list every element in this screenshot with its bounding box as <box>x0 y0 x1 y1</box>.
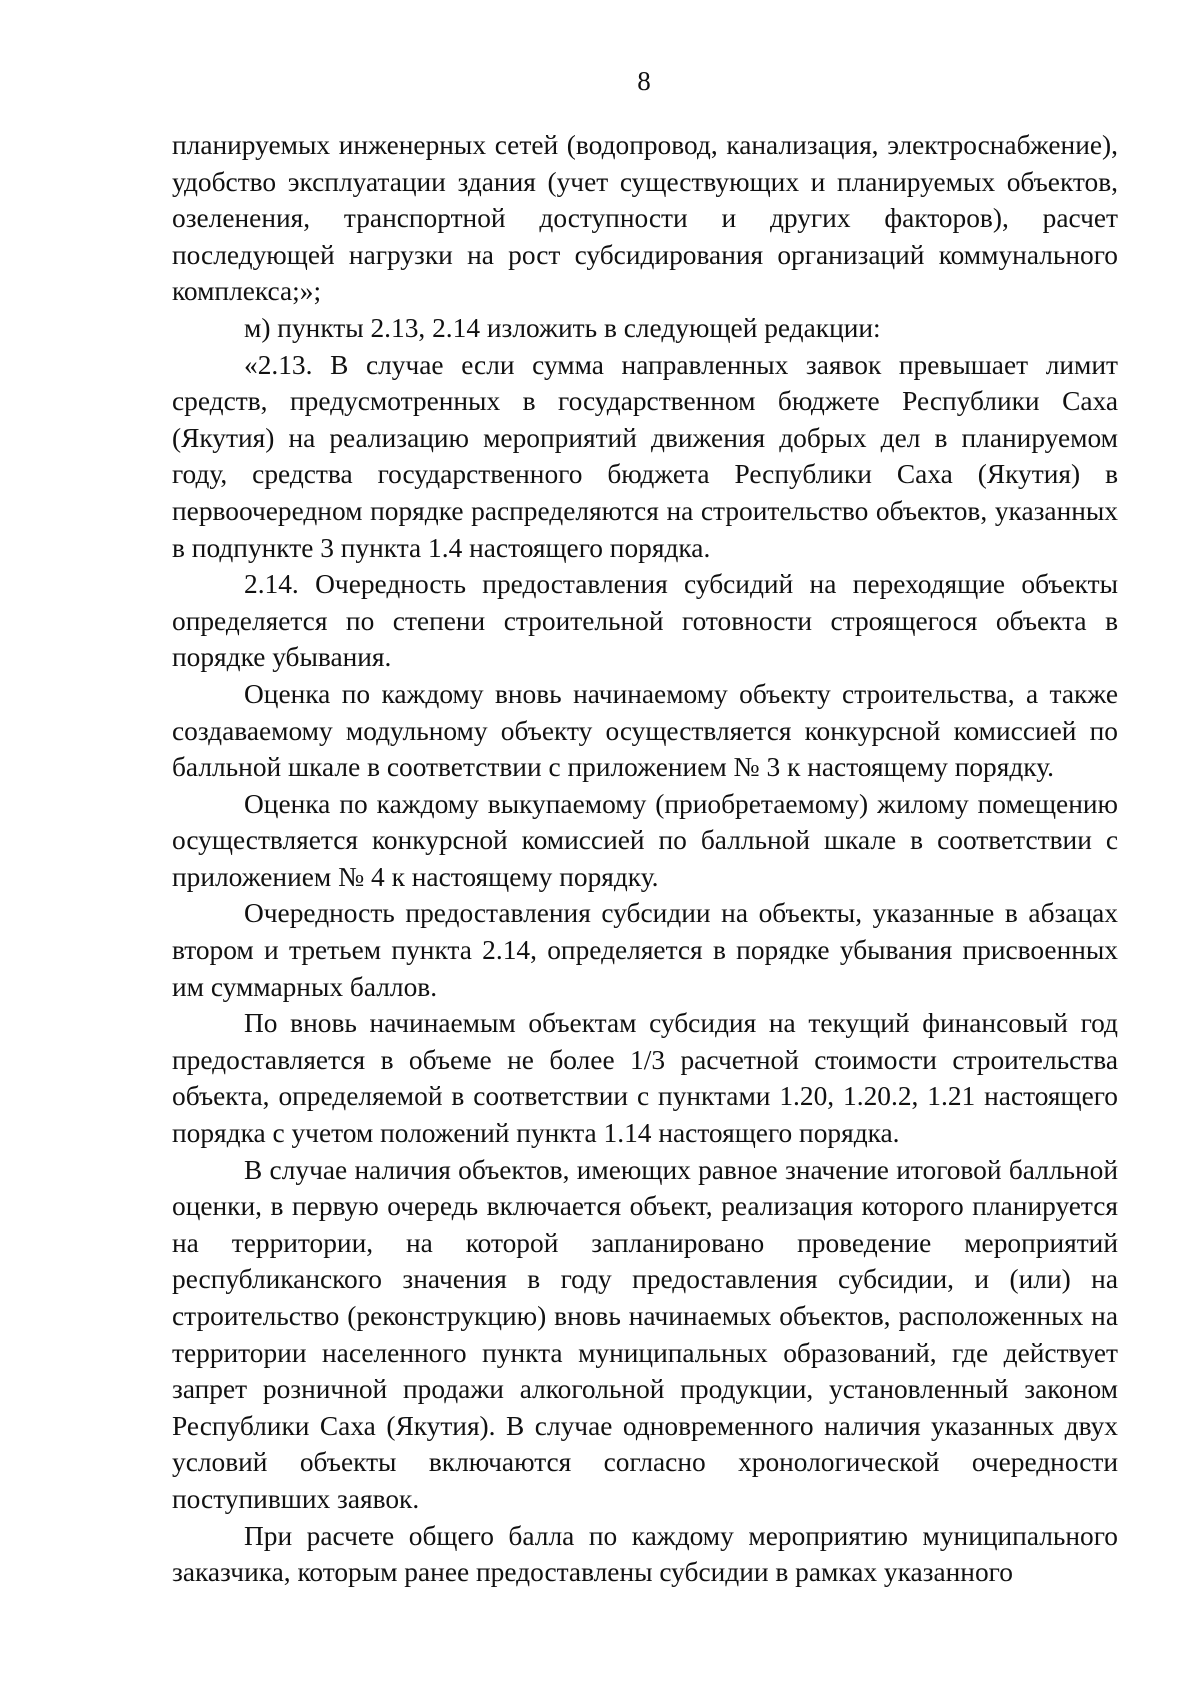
paragraph-housing-evaluation: Оценка по каждому выкупаемому (приобретаемому) жилому помещению осуществляется конкурсной комиссией по балльной шкале в соответствии с приложением № 4 к настоящему порядку. <box>172 788 1118 892</box>
paragraph-priority-order: Очередность предоставления субсидии на объекты, указанные в абзацах втором и третьем пункта 2.14, определяется в порядке убывания присвоенных им суммарных баллов. <box>172 898 1118 1002</box>
paragraph-amendment-m: м) пункты 2.13, 2.14 изложить в следующей редакции: <box>244 312 881 343</box>
paragraph-2-13: «2.13. В случае если сумма направленных заявок превышает лимит средств, предусмотренных в государственном бюджете Республики Саха (Якутия) на реализацию мероприятий движения добрых дел в планируемом году, средства государственного бюджета Республики Саха (Якутия) в первоочередном порядке распределяются на строительство объектов, указанных в подпункте 3 пункта 1.4 настоящего порядка. <box>172 349 1118 563</box>
paragraph-equal-score: В случае наличия объектов, имеющих равное значение итоговой балльной оценки, в первую очередь включается объект, реализация которого планируется на территории, на которой запланировано проведение мероприятий республиканского значения в году предоставления субсидии, и (или) на строительство (реконструкцию) вновь начинаемых объектов, расположенных на территории населенного пункта муниципальных образований, где действует запрет розничной продажи алкогольной продукции, установленный законом Республики Саха (Якутия). В случае одновременного наличия указанных двух условий объекты включаются согласно хронологической очередности поступивших заявок. <box>172 1154 1118 1514</box>
paragraph-subsidy-volume: По вновь начинаемым объектам субсидия на текущий финансовый год предоставляется в объеме не более 1/3 расчетной стоимости строительства объекта, определяемой в соответствии с пунктами 1.20, 1.20.2, 1.21 настоящего порядка с учетом положений пункта 1.14 настоящего порядка. <box>172 1008 1118 1149</box>
paragraph-2-14: 2.14. Очередность предоставления субсидий на переходящие объекты определяется по степени строительной готовности строящегося объекта в порядке убывания. <box>172 569 1118 673</box>
paragraph-new-object-evaluation: Оценка по каждому вновь начинаемому объекту строительства, а также создаваемому модульному объекту осуществляется конкурсной комиссией по балльной шкале в соответствии с приложением № 3 к настоящему порядку. <box>172 678 1118 783</box>
document-body <box>172 127 1118 1591</box>
page-number: 8 <box>637 66 651 96</box>
paragraph-continuation: планируемых инженерных сетей (водопровод, канализация, электроснабжение), удобство эксплуатации здания (учет существующих и планируемых объектов, озеленения, транспортной доступности и других факторов), расчет последующей нагрузки на рост субсидирования организаций коммунального комплекса;»; <box>172 130 1118 307</box>
paragraph-total-score: При расчете общего балла по каждому мероприятию муниципального заказчика, которым ранее предоставлены субсидии в рамках указанного <box>172 1520 1118 1588</box>
